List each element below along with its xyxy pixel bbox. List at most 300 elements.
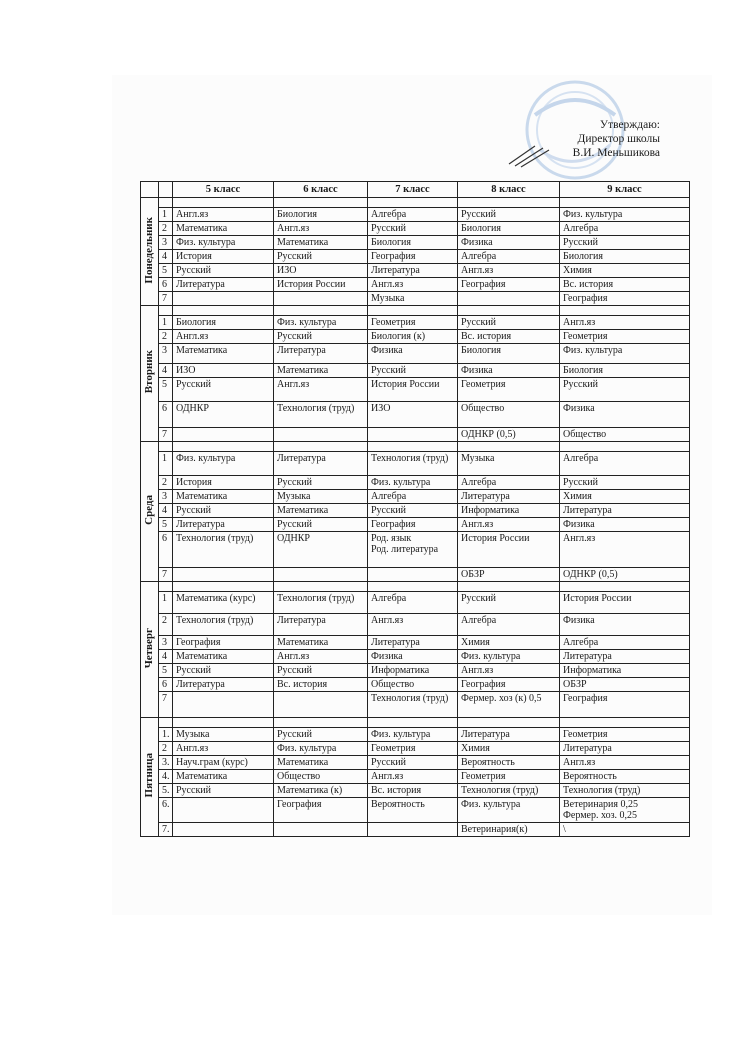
- lesson-cell: [368, 330, 458, 344]
- lesson-row: [141, 428, 690, 442]
- lesson-cell: [173, 532, 274, 568]
- lesson-cell: [368, 504, 458, 518]
- lesson-cell: [274, 208, 368, 222]
- lesson-number: 3.: [159, 756, 173, 770]
- lesson-subject: Математика: [277, 637, 329, 648]
- day-name: Среда: [143, 495, 155, 525]
- lesson-subject: Химия: [563, 491, 592, 502]
- lesson-subject: Литература: [277, 453, 326, 464]
- lesson-subject: Математика: [176, 345, 228, 356]
- lesson-number: 4.: [159, 770, 173, 784]
- lesson-cell: [173, 292, 274, 306]
- lesson-subject: География: [461, 279, 506, 290]
- lesson-number: 5: [159, 664, 173, 678]
- lesson-cell: [560, 756, 690, 770]
- lesson-subject: Музыка: [371, 293, 405, 304]
- lesson-subject: Информатика: [461, 505, 520, 516]
- lesson-subject: ОДНКР (0,5): [461, 429, 516, 440]
- lesson-row: [141, 518, 690, 532]
- lesson-subject: Вс. история: [563, 279, 614, 290]
- signature-mark: [505, 140, 555, 168]
- lesson-subject: Русский: [176, 665, 211, 676]
- separator-cell: [368, 198, 458, 208]
- lesson-subject-extra: Род. литература: [371, 544, 439, 555]
- lesson-cell: [368, 650, 458, 664]
- lesson-cell: [274, 316, 368, 330]
- lesson-cell: [368, 568, 458, 582]
- lesson-row: [141, 770, 690, 784]
- lesson-subject: Физ. культура: [176, 237, 236, 248]
- lesson-number: 4: [159, 504, 173, 518]
- lesson-cell: [458, 278, 560, 292]
- lesson-number: 5: [159, 264, 173, 278]
- lesson-cell: [274, 344, 368, 364]
- lesson-row: [141, 664, 690, 678]
- lesson-number: 2: [159, 742, 173, 756]
- lesson-cell: [274, 636, 368, 650]
- lesson-subject: География: [371, 519, 416, 530]
- lesson-subject: Русский: [371, 505, 406, 516]
- lesson-number: 1: [159, 208, 173, 222]
- separator-cell: [560, 442, 690, 452]
- lesson-cell: [368, 784, 458, 798]
- lesson-cell: [368, 664, 458, 678]
- lesson-subject: Технология (труд): [176, 615, 254, 626]
- lesson-subject: Физ. культура: [277, 317, 337, 328]
- lesson-cell: [560, 614, 690, 636]
- lesson-subject: Биология: [461, 223, 502, 234]
- lesson-subject: Технология (труд): [176, 533, 254, 544]
- separator-cell: [274, 306, 368, 316]
- lesson-subject: Музыка: [176, 729, 210, 740]
- lesson-subject: Геометрия: [563, 729, 608, 740]
- lesson-cell: [560, 476, 690, 490]
- lesson-subject: Англ.яз: [277, 379, 310, 390]
- lesson-cell: [368, 264, 458, 278]
- lesson-subject: Литература: [371, 637, 420, 648]
- lesson-subject: Литература: [461, 491, 510, 502]
- lesson-cell: [368, 428, 458, 442]
- lesson-cell: [274, 823, 368, 837]
- header-cell: 8 класс: [458, 182, 560, 198]
- day-separator-row: [141, 306, 690, 316]
- lesson-cell: [458, 692, 560, 718]
- lesson-subject: Математика: [277, 505, 329, 516]
- lesson-subject: Физ. культура: [371, 729, 431, 740]
- lesson-cell: [173, 504, 274, 518]
- lesson-cell: [274, 452, 368, 476]
- lesson-subject: Русский: [461, 317, 496, 328]
- lesson-cell: [560, 504, 690, 518]
- lesson-cell: [458, 292, 560, 306]
- lesson-subject: Алгебра: [371, 209, 407, 220]
- lesson-cell: [173, 568, 274, 582]
- lesson-cell: [458, 428, 560, 442]
- lesson-row: [141, 784, 690, 798]
- lesson-row: [141, 756, 690, 770]
- separator-cell: [458, 198, 560, 208]
- lesson-subject: Общество: [371, 679, 415, 690]
- lesson-subject: Биология: [277, 209, 318, 220]
- lesson-cell: [274, 428, 368, 442]
- lesson-subject: История: [176, 477, 212, 488]
- separator-cell: [458, 718, 560, 728]
- lesson-subject: Русский: [176, 379, 211, 390]
- lesson-subject: Биология: [176, 317, 217, 328]
- lesson-number: 5.: [159, 784, 173, 798]
- lesson-subject: История: [176, 251, 212, 262]
- lesson-subject: Литература: [277, 615, 326, 626]
- lesson-row: [141, 636, 690, 650]
- lesson-number: 3: [159, 636, 173, 650]
- lesson-number: 2: [159, 222, 173, 236]
- lesson-subject: Литература: [176, 519, 225, 530]
- lesson-subject: География: [563, 293, 608, 304]
- lesson-cell: [368, 678, 458, 692]
- lesson-cell: [274, 568, 368, 582]
- corner-cell: [141, 182, 159, 198]
- separator-cell: [560, 198, 690, 208]
- day-name: Вторник: [143, 350, 155, 394]
- lesson-subject: Математика: [176, 491, 228, 502]
- lesson-row: [141, 222, 690, 236]
- lesson-subject: Химия: [461, 637, 490, 648]
- lesson-cell: [274, 678, 368, 692]
- lesson-subject: Физ. культура: [563, 209, 623, 220]
- lesson-cell: [274, 236, 368, 250]
- lesson-subject: Физика: [563, 615, 595, 626]
- lesson-subject: Математика: [176, 651, 228, 662]
- lesson-subject: Русский: [563, 237, 598, 248]
- lesson-cell: [173, 428, 274, 442]
- separator-cell: [274, 582, 368, 592]
- lesson-subject: Литература: [563, 743, 612, 754]
- lesson-subject: ИЗО: [176, 365, 196, 376]
- lesson-row: [141, 452, 690, 476]
- lesson-subject: Вероятность: [563, 771, 617, 782]
- approval-title: Утверждаю:: [599, 119, 660, 131]
- lesson-subject: Общество: [277, 771, 321, 782]
- lesson-number: 2: [159, 330, 173, 344]
- lesson-cell: [274, 476, 368, 490]
- lesson-subject: Англ.яз: [371, 279, 404, 290]
- lesson-cell: [458, 784, 560, 798]
- lesson-subject: Алгебра: [563, 637, 599, 648]
- lesson-subject: Русский: [563, 477, 598, 488]
- lesson-cell: [368, 402, 458, 428]
- lesson-cell: [560, 344, 690, 364]
- separator-cell: [458, 442, 560, 452]
- lesson-cell: [173, 236, 274, 250]
- lesson-subject: Технология (труд): [277, 593, 355, 604]
- lesson-number: 7: [159, 292, 173, 306]
- lesson-subject: Англ.яз: [176, 331, 209, 342]
- separator-cell: [173, 718, 274, 728]
- lesson-cell: [274, 378, 368, 402]
- lesson-cell: [458, 770, 560, 784]
- lesson-row: [141, 208, 690, 222]
- header-cell: 7 класс: [368, 182, 458, 198]
- lesson-number: 1: [159, 452, 173, 476]
- lesson-cell: [368, 236, 458, 250]
- lesson-subject: ИЗО: [277, 265, 297, 276]
- lesson-cell: [274, 250, 368, 264]
- lesson-number: 7: [159, 568, 173, 582]
- lesson-cell: [560, 664, 690, 678]
- day-name: Пятница: [143, 753, 155, 798]
- lesson-subject: Физика: [563, 403, 595, 414]
- separator-cell: [368, 582, 458, 592]
- separator-cell: [458, 306, 560, 316]
- lesson-number: 6: [159, 402, 173, 428]
- lesson-row: [141, 692, 690, 718]
- lesson-cell: [458, 316, 560, 330]
- lesson-cell: [368, 222, 458, 236]
- lesson-subject: Математика: [277, 237, 329, 248]
- lesson-cell: [560, 264, 690, 278]
- lesson-subject: Математика: [176, 223, 228, 234]
- lesson-cell: [173, 784, 274, 798]
- lesson-subject: Геометрия: [371, 317, 416, 328]
- lesson-subject: Биология: [563, 365, 604, 376]
- lesson-subject: География: [461, 679, 506, 690]
- lesson-cell: [560, 592, 690, 614]
- lesson-subject: Русский: [176, 785, 211, 796]
- lesson-subject: Русский: [277, 251, 312, 262]
- lesson-cell: [560, 402, 690, 428]
- lesson-row: [141, 728, 690, 742]
- lesson-cell: [560, 742, 690, 756]
- lesson-subject: Вс. история: [461, 331, 512, 342]
- lesson-cell: [560, 770, 690, 784]
- lesson-cell: [274, 798, 368, 823]
- lesson-subject: ОДНКР: [277, 533, 310, 544]
- lesson-cell: [560, 236, 690, 250]
- lesson-subject: Физика: [461, 237, 493, 248]
- lesson-cell: [458, 650, 560, 664]
- lesson-cell: [560, 452, 690, 476]
- lesson-cell: [274, 742, 368, 756]
- lesson-subject: Англ.яз: [461, 665, 494, 676]
- lesson-subject: Род. язык: [371, 533, 412, 544]
- lesson-row: [141, 316, 690, 330]
- lesson-cell: [458, 756, 560, 770]
- header-cell: 6 класс: [274, 182, 368, 198]
- lesson-row: [141, 592, 690, 614]
- separator-cell: [458, 582, 560, 592]
- lesson-row: [141, 330, 690, 344]
- lesson-subject: ОДНКР: [176, 403, 209, 414]
- lesson-subject: Алгебра: [563, 223, 599, 234]
- lesson-cell: [274, 490, 368, 504]
- header-cell: 9 класс: [560, 182, 690, 198]
- lesson-cell: [458, 264, 560, 278]
- lesson-cell: [560, 208, 690, 222]
- lesson-cell: [368, 692, 458, 718]
- lesson-subject: Информатика: [371, 665, 430, 676]
- lesson-row: [141, 264, 690, 278]
- lesson-number: 3: [159, 490, 173, 504]
- lesson-cell: [274, 292, 368, 306]
- day-separator-row: [141, 198, 690, 208]
- lesson-cell: [173, 664, 274, 678]
- lesson-subject: Ветеринария 0,25: [563, 799, 639, 810]
- lesson-subject: Химия: [461, 743, 490, 754]
- lesson-subject: Алгебра: [371, 593, 407, 604]
- lesson-subject: Русский: [563, 379, 598, 390]
- lesson-row: [141, 278, 690, 292]
- lesson-cell: [458, 452, 560, 476]
- lesson-cell: [173, 316, 274, 330]
- separator-cell: [368, 442, 458, 452]
- lesson-cell: [368, 292, 458, 306]
- lesson-cell: [368, 592, 458, 614]
- lesson-cell: [274, 518, 368, 532]
- lesson-cell: [458, 742, 560, 756]
- lesson-cell: [560, 222, 690, 236]
- lesson-cell: [173, 678, 274, 692]
- lesson-subject: Русский: [371, 757, 406, 768]
- lesson-cell: [173, 264, 274, 278]
- lesson-subject: Обществo: [461, 403, 505, 414]
- lesson-subject: История России: [461, 533, 530, 544]
- separator-cell: [159, 442, 173, 452]
- day-cell: [141, 306, 159, 442]
- lesson-number: 2: [159, 476, 173, 490]
- lesson-cell: [274, 532, 368, 568]
- lesson-cell: [368, 250, 458, 264]
- lesson-subject: Геометрия: [563, 331, 608, 342]
- lesson-subject: Литература: [176, 679, 225, 690]
- lesson-cell: [173, 364, 274, 378]
- lesson-subject: Биология: [371, 237, 412, 248]
- lesson-number: 6.: [159, 798, 173, 823]
- lesson-subject: Алгебра: [461, 251, 497, 262]
- lesson-subject: Химия: [563, 265, 592, 276]
- lesson-cell: [173, 222, 274, 236]
- lesson-cell: [368, 823, 458, 837]
- lesson-cell: [560, 692, 690, 718]
- lesson-cell: [368, 728, 458, 742]
- lesson-cell: [560, 378, 690, 402]
- day-name: Четверг: [143, 627, 155, 669]
- lesson-subject: ИЗО: [371, 403, 391, 414]
- lesson-subject: Технология (труд): [461, 785, 539, 796]
- lesson-cell: [368, 614, 458, 636]
- lesson-cell: [173, 278, 274, 292]
- lesson-row: [141, 344, 690, 364]
- lesson-cell: [173, 402, 274, 428]
- lesson-cell: [274, 756, 368, 770]
- lesson-number: 6: [159, 278, 173, 292]
- separator-cell: [159, 582, 173, 592]
- lesson-subject: Физика: [371, 651, 403, 662]
- lesson-subject: Математика: [277, 757, 329, 768]
- lesson-cell: [368, 378, 458, 402]
- lesson-subject: Технология (труд): [371, 693, 449, 704]
- lesson-cell: [173, 378, 274, 402]
- lesson-cell: [173, 250, 274, 264]
- lesson-cell: [173, 798, 274, 823]
- lesson-cell: [458, 614, 560, 636]
- lesson-subject: Физ. культура: [277, 743, 337, 754]
- lesson-row: [141, 742, 690, 756]
- lesson-subject: Англ.яз: [277, 223, 310, 234]
- lesson-subject: Математика (курс): [176, 593, 256, 604]
- lesson-subject: Англ.яз: [461, 265, 494, 276]
- lesson-cell: [458, 636, 560, 650]
- lesson-cell: [173, 650, 274, 664]
- lesson-cell: [458, 402, 560, 428]
- lesson-subject: Математика (к): [277, 785, 343, 796]
- lesson-row: [141, 823, 690, 837]
- lesson-row: [141, 402, 690, 428]
- lesson-cell: [458, 664, 560, 678]
- separator-cell: [560, 718, 690, 728]
- lesson-cell: [173, 636, 274, 650]
- day-separator-row: [141, 582, 690, 592]
- lesson-subject: Литература: [277, 345, 326, 356]
- lesson-number: 4: [159, 364, 173, 378]
- lesson-subject: География: [371, 251, 416, 262]
- lesson-subject: Технология (труд): [563, 785, 641, 796]
- lesson-subject: Музыка: [461, 453, 495, 464]
- lesson-subject: Англ.яз: [371, 615, 404, 626]
- lesson-cell: [560, 798, 690, 823]
- lesson-cell: [458, 490, 560, 504]
- lesson-subject: Литература: [176, 279, 225, 290]
- lesson-subject: Геометрия: [461, 379, 506, 390]
- lesson-subject: ОБЗР: [461, 569, 485, 580]
- lesson-cell: [274, 692, 368, 718]
- lesson-cell: [368, 798, 458, 823]
- separator-cell: [368, 718, 458, 728]
- lesson-subject: Ветеринария(к): [461, 824, 528, 835]
- separator-cell: [159, 306, 173, 316]
- lesson-subject: География: [277, 799, 322, 810]
- lesson-cell: [274, 728, 368, 742]
- lesson-subject: Физ. культура: [176, 453, 236, 464]
- lesson-subject: Биология: [563, 251, 604, 262]
- lesson-subject: Технология (труд): [371, 453, 449, 464]
- schedule-table: [140, 181, 690, 837]
- day-separator-row: [141, 718, 690, 728]
- lesson-number: 5: [159, 378, 173, 402]
- lesson-cell: [173, 770, 274, 784]
- lesson-subject: Физ. культура: [371, 477, 431, 488]
- separator-cell: [173, 306, 274, 316]
- lesson-cell: [560, 650, 690, 664]
- lesson-cell: [458, 568, 560, 582]
- lesson-subject: Русский: [277, 519, 312, 530]
- lesson-subject: Технология (труд): [277, 403, 355, 414]
- lesson-subject: Англ.яз: [563, 757, 596, 768]
- lesson-cell: [173, 756, 274, 770]
- lesson-cell: [173, 742, 274, 756]
- lesson-subject: Русский: [277, 665, 312, 676]
- lesson-cell: [173, 823, 274, 837]
- lesson-subject: Фермер. хоз (к) 0,5: [461, 693, 542, 704]
- lesson-cell: [560, 636, 690, 650]
- lesson-cell: [274, 222, 368, 236]
- lesson-cell: [560, 364, 690, 378]
- lesson-cell: [368, 316, 458, 330]
- day-cell: [141, 582, 159, 718]
- lesson-subject: ОДНКР (0,5): [563, 569, 618, 580]
- lesson-subject: История России: [277, 279, 346, 290]
- lesson-cell: [458, 592, 560, 614]
- separator-cell: [173, 582, 274, 592]
